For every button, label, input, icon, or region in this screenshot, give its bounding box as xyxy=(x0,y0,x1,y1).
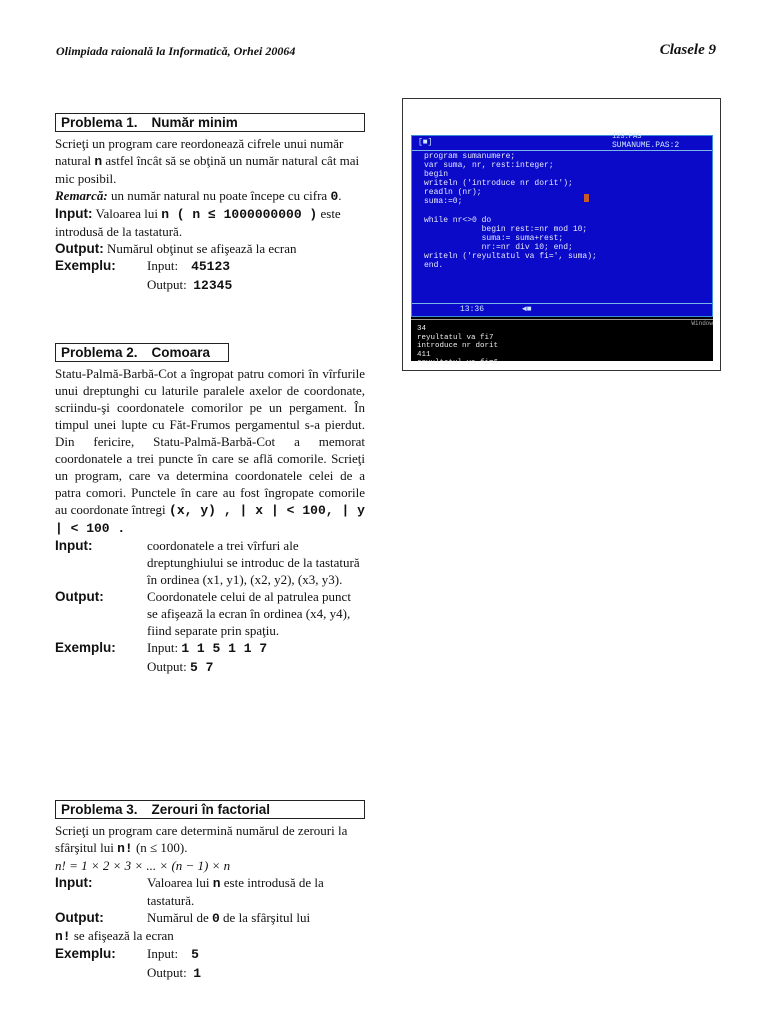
ide-screenshot xyxy=(402,98,721,371)
output-label: Output: xyxy=(55,910,104,925)
input-label: Input: xyxy=(55,206,93,221)
source-code[interactable]: program sumanumere; var suma, nr, rest:integer; begin writeln ('introduce nr dorit'); readln (nr); suma:=0; while nr<>0 do begin rest:=nr mod 10; suma:= suma+rest; nr:=nr div 10; end; writeln ('reyultatul va fi=', suma); end. xyxy=(424,152,597,271)
factorial-expression: n! xyxy=(117,841,133,856)
editor-status-bar xyxy=(412,303,712,316)
input-label: Input: xyxy=(55,538,93,553)
header-right: Clasele 9 xyxy=(659,42,716,58)
remark-label: Remarcă: xyxy=(55,188,108,203)
example-input-label: Input: xyxy=(147,258,179,273)
example-input-label: Input: xyxy=(147,640,179,655)
problem-3-title xyxy=(55,800,365,819)
example-input-label: Input: xyxy=(147,946,179,961)
statement-text: Statu-Palmă-Barbă-Cot a îngropat patru comori în vîrfurile unui dreptunghi cu laturile paralele axelor de coordonate, scriindu-şi coordonatele comorilor pe un pergament. În timpul unei lupte cu Făt-Frumos pergamentul s-a pierdut. Din fericire, Statu-Palmă-Barbă-Cot a memorat coordonatele a trei puncte în care se află comorile. Scrieţi un program, care va determina coordonatele celei de a patra comori. Punctele în care au fost îngropate comorile au coordonate întregi xyxy=(55,366,365,517)
example-output-label: Output: xyxy=(147,277,187,292)
cursor-position: 13:36 xyxy=(460,305,485,314)
input-text-2: este introdusă de la tastatură. xyxy=(55,206,341,239)
problem-1-name: Număr minim xyxy=(151,115,238,130)
problem-1-number: Problema 1. xyxy=(61,115,138,130)
problem-2-input xyxy=(55,537,365,588)
problem-1-title xyxy=(55,113,365,132)
ide-window xyxy=(411,133,713,367)
problem-3-example-input xyxy=(55,945,365,964)
factorial-formula: n! = 1 × 2 × 3 × ... × (n − 1) × n xyxy=(55,858,231,873)
input-text: coordonatele a trei vîrfuri ale dreptunghiului se introduc de la tastatură în ordinea (x1, y1), (x2, y2), (x3, y3). xyxy=(147,538,360,587)
problem-1 xyxy=(55,113,365,295)
scroll-arrow-icon[interactable]: ◄■ xyxy=(522,305,532,314)
input-text: Valoarea lui xyxy=(92,206,162,221)
problem-3-output-cont xyxy=(55,927,365,945)
problem-1-output xyxy=(55,240,365,257)
problem-1-statement xyxy=(55,135,365,187)
problem-1-example-output xyxy=(55,276,365,295)
example-output-label: Output: xyxy=(147,659,187,674)
input-text: Valoarea lui xyxy=(147,875,213,890)
output-text: Numărul de xyxy=(147,910,212,925)
output-text-3: se afişează la ecran xyxy=(70,928,174,943)
output-factorial: n! xyxy=(55,929,71,944)
output-label: Output: xyxy=(55,241,104,256)
statement-condition: (n ≤ 100). xyxy=(132,840,188,855)
remark-text: un număr natural nu poate începe cu cifra xyxy=(107,188,331,203)
output-window-title: Window xyxy=(411,319,713,328)
example-input-value: 45123 xyxy=(191,259,231,274)
problem-2 xyxy=(55,343,365,677)
output-text-2: fiind separate prin spaţiu. xyxy=(147,623,280,638)
problem-3-example-output xyxy=(55,964,365,983)
output-window xyxy=(411,319,713,367)
variable-n: n xyxy=(94,154,103,169)
problem-2-output xyxy=(55,588,365,639)
problem-3 xyxy=(55,800,365,983)
example-input-value: 1 1 5 1 1 7 xyxy=(181,641,268,656)
example-label: Exemplu: xyxy=(55,258,116,273)
problem-3-input xyxy=(55,874,365,909)
problem-3-name: Zerouri în factorial xyxy=(151,802,271,817)
editor-window xyxy=(411,135,713,317)
input-expression: n ( n ≤ 1000000000 ) xyxy=(161,207,318,222)
example-output-label: Output: xyxy=(147,965,187,980)
problem-2-example-output xyxy=(55,658,365,677)
header-left: Olimpiada raională la Informatică, Orhei 20064 xyxy=(56,44,296,58)
statement-text: Scrieţi un program care determină numărul de zerouri la sfârşitul lui xyxy=(55,823,348,855)
output-zero: 0 xyxy=(211,911,220,926)
statement-text: Scrieţi un program care reordonează cifrele unui număr natural xyxy=(55,136,344,168)
output-label: Output: xyxy=(55,589,104,604)
output-text-2: de la sfârşitul lui xyxy=(219,910,311,925)
output-text: Numărul obţinut se afişează la ecran xyxy=(103,241,297,256)
problem-2-name: Comoara xyxy=(151,345,211,360)
example-output-value: 5 7 xyxy=(189,660,214,675)
problem-3-number: Problema 3. xyxy=(61,802,138,817)
example-output-value: 12345 xyxy=(193,278,233,293)
editor-file-name: SUMANUME.PAS:2 xyxy=(612,141,680,150)
problem-2-number: Problema 2. xyxy=(61,345,138,360)
output-text: Coordonatele celui de al patrulea punct se afişează la ecran în ordinea (x4, y4), xyxy=(147,589,351,621)
statement-text-2: astfel încât să se obţină un număr natural cât mai mic posibil. xyxy=(55,153,360,186)
problem-2-statement xyxy=(55,365,365,537)
example-input-value: 5 xyxy=(191,947,199,962)
editor-top-title: 123.PAS xyxy=(612,133,642,141)
remark-end: . xyxy=(338,188,342,203)
problem-3-statement xyxy=(55,822,365,857)
text-cursor xyxy=(584,194,589,202)
problem-1-example-input xyxy=(55,257,365,276)
example-label: Exemplu: xyxy=(55,946,116,961)
problem-1-input xyxy=(55,205,365,240)
close-box-icon[interactable]: [■] xyxy=(418,138,433,147)
problem-2-example-input xyxy=(55,639,365,658)
editor-title-bar xyxy=(412,133,712,151)
problem-3-output xyxy=(55,909,365,927)
problem-1-remark xyxy=(55,187,365,205)
example-label: Exemplu: xyxy=(55,640,116,655)
example-output-value: 1 xyxy=(193,966,202,981)
program-output: 34 reyultatul va fi7 introduce nr dorit 411 reyultatul va fi=6 xyxy=(417,325,499,367)
input-text-2: este introdusă de la tastatură. xyxy=(147,875,324,908)
problem-2-title xyxy=(55,343,229,362)
input-variable: n xyxy=(212,876,221,891)
input-label: Input: xyxy=(55,875,93,890)
remark-value: 0 xyxy=(330,189,339,204)
coordinate-condition: (x, y) , | x | < 100, | y | < 100 . xyxy=(55,503,365,536)
